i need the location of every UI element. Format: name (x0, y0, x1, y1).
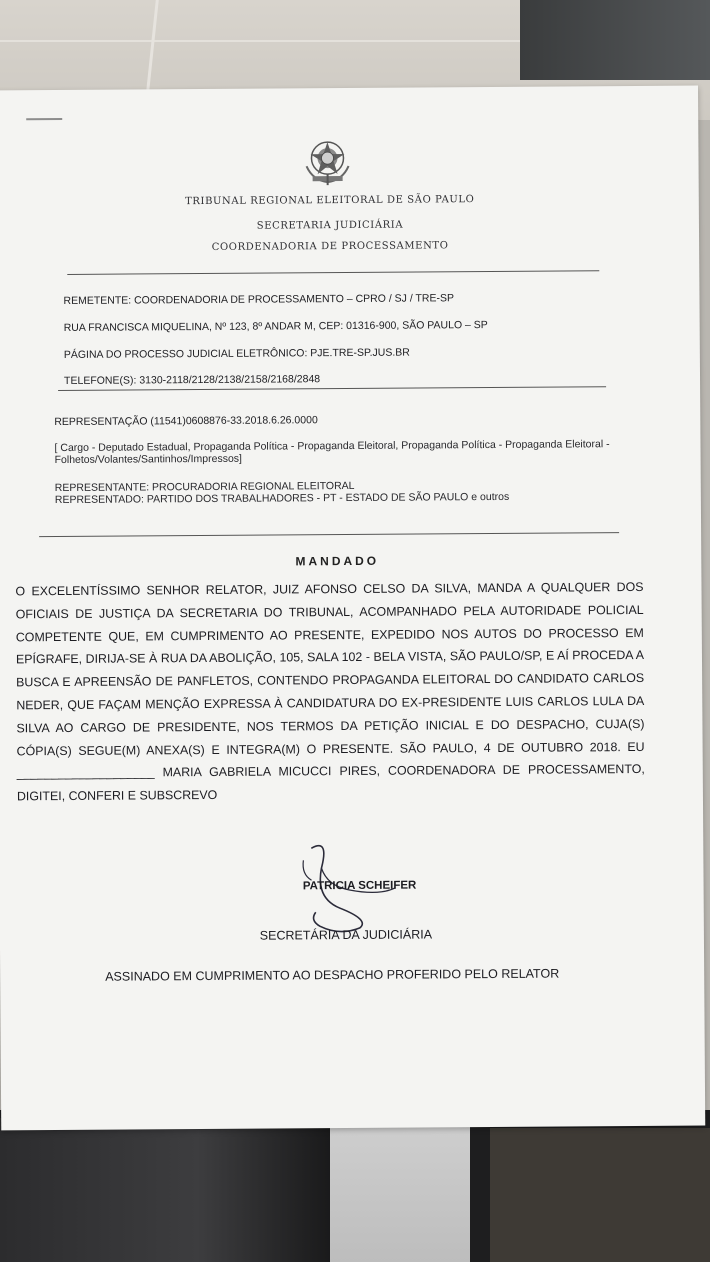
phone-line: TELEFONE(S): 3130-2118/2128/2138/2158/2168/2848 (63, 373, 321, 387)
header-coordination: COORDENADORIA DE PROCESSAMENTO (211, 240, 449, 253)
background-desk-mid (330, 1118, 470, 1262)
background-desk-right (490, 1128, 710, 1262)
signature-note: ASSINADO EM CUMPRIMENTO AO DESPACHO PROFERIDO PELO RELATOR (105, 966, 560, 984)
divider (39, 532, 619, 537)
pen-mark (26, 118, 62, 120)
divider (67, 270, 599, 275)
sender-line: REMETENTE: COORDENADORIA DE PROCESSAMENTO – CPRO / SJ / TRE-SP (63, 292, 455, 307)
mandado-title: MANDADO (295, 553, 380, 569)
header-secretariat: SECRETARIA JUDICIÁRIA (256, 219, 404, 232)
representado: REPRESENTADO: PARTIDO DOS TRABALHADORES - PT - ESTADO DE SÃO PAULO e outros (54, 490, 510, 507)
divider (58, 386, 606, 391)
representante: REPRESENTANTE: PROCURADORIA REGIONAL ELEITORAL (54, 479, 355, 495)
signer-role: SECRETÁRIA DA JUDICIÁRIA (259, 927, 433, 943)
background-desk-left (0, 1118, 330, 1262)
pje-line: PÁGINA DO PROCESSO JUDICIAL ELETRÔNICO: PJE.TRE-SP.JUS.BR (63, 346, 410, 361)
background-object (520, 0, 710, 80)
coat-of-arms-icon (298, 136, 356, 186)
mandado-body: O EXCELENTÍSSIMO SENHOR RELATOR, JUIZ AFONSO CELSO DA SILVA, MANDA A QUALQUER DOS OFICIAIS DE JUSTIÇA DA SECRETARIA DO TRIBUNAL, ACOMPANHADO PELA AUTORIDADE POLICIAL COMPETENTE QUE, EM CUMPRIMENTO AO PRESENTE, EXPEDIDO NOS AUTOS DO PROCESSO EM EPÍGRAFE, DIRIJA-SE À RUA DA ABOLIÇÃO, 105, SALA 102 - BELA VISTA, SÃO PAULO/SP, E AÍ PROCEDA A BUSCA E APREENSÃO DE PANFLETOS, CONTENDO PROPAGANDA ELEITORAL DO CANDIDATO CARLOS NEDER, QUE FAÇAM MENÇÃO EXPRESSA À CANDIDATURA DO EX-PRESIDENTE LUIS CARLOS LULA DA SILVA AO CARGO DE PRESIDENTE, NOS TERMOS DA PETIÇÃO INICIAL E DO DESPACHO, CUJA(S) CÓPIA(S) SEGUE(M) ANEXA(S) E INTEGRA(M) O PRESENTE. SÃO PAULO, 4 DE OUTUBRO 2018. EU ____________________ MARIA GABRIELA MICUCCI PIRES, COORDENADORA DE PROCESSAMENTO, DIGITEI, CONFERI E SUBSCREVO (15, 579, 645, 804)
case-number: REPRESENTAÇÃO (11541)0608876-33.2018.6.26.0000 (54, 414, 318, 429)
address-line: RUA FRANCISCA MIQUELINA, Nº 123, 8º ANDAR M, CEP: 01316-900, SÃO PAULO – SP (63, 319, 488, 334)
header-court: TRIBUNAL REGIONAL ELEITORAL DE SÃO PAULO (185, 194, 475, 208)
case-subject: [ Cargo - Deputado Estadual, Propaganda Política - Propaganda Eleitoral, Propaganda Política - Propaganda Eleitoral - Folhetos/Volantes/Santinhos/Impressos] (54, 438, 610, 467)
floor-seam (0, 40, 520, 42)
document-page (0, 86, 705, 1131)
signer-name: PATRICIA SCHEIFER (302, 879, 417, 893)
